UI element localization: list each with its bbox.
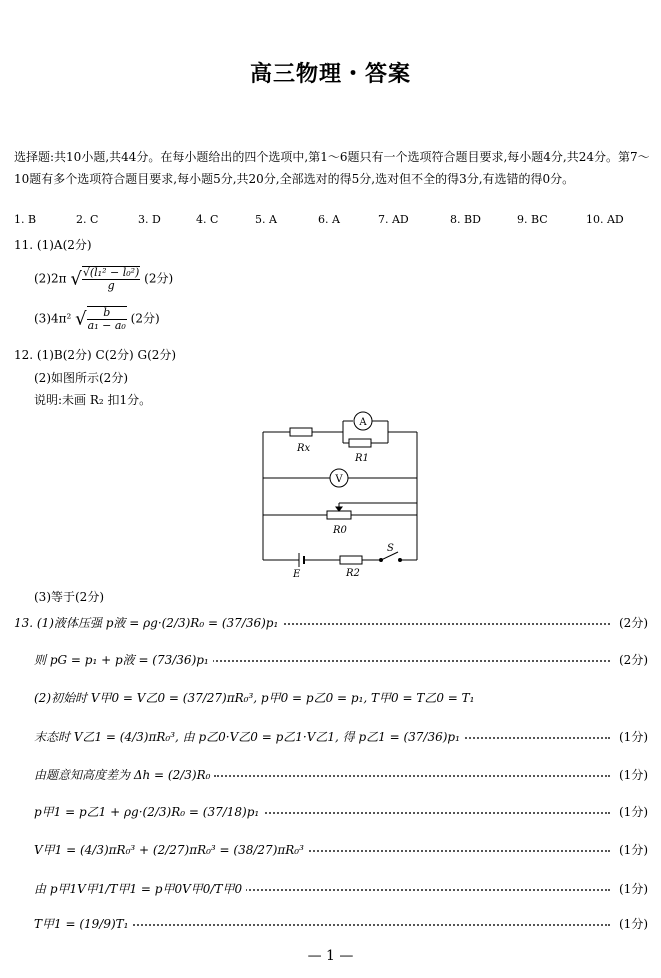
q13-line-text: 末态时 V乙1 = (4/3)πR₀³, 由 p乙0·V乙0 = p乙1·V乙1, 得 p乙1 = (37/36)p₁	[34, 728, 464, 745]
q13-line-text: (2)初始时 V甲0 = V乙0 = (37/27)πR₀³, p甲0 = p乙0 = p₁, T甲0 = T乙0 = T₁	[34, 689, 478, 706]
q13-line-score: (1分)	[616, 841, 648, 858]
q11-part3-prefix: (3)4π²	[34, 311, 72, 326]
mcq-answer: 7. AD	[378, 213, 409, 226]
leader-dots	[214, 812, 610, 814]
q11-part2-prefix: (2)2π	[34, 271, 67, 286]
mcq-answer: 3. D	[138, 213, 161, 226]
q11-part2-score: (2分)	[144, 271, 174, 286]
mcq-answer: 1. B	[14, 213, 37, 226]
q11-part2	[34, 266, 173, 292]
q13-line-text: T甲1 = (19/9)T₁	[34, 915, 132, 932]
slider-arrow-icon	[336, 507, 342, 511]
leader-dots	[164, 660, 610, 662]
label-rx: Rx	[297, 443, 311, 454]
q11-part1: 11. (1)A(2分)	[14, 238, 92, 252]
q13-line	[14, 728, 648, 750]
q13-line-score: (1分)	[616, 803, 648, 820]
q12-part1: 12. (1)B(2分) C(2分) G(2分)	[14, 348, 177, 362]
q13-line	[14, 614, 648, 636]
mcq-answer: 5. A	[255, 213, 277, 226]
mcq-answer: 8. BD	[450, 213, 481, 226]
label-s: S	[387, 543, 394, 554]
q13-line	[14, 880, 648, 902]
leader-dots	[244, 623, 610, 625]
resistor-r2	[340, 556, 362, 564]
label-e: E	[293, 569, 301, 580]
q12-part2: (2)如图所示(2分)	[34, 371, 128, 385]
page-number: — 1 —	[307, 948, 354, 964]
q13-line	[14, 803, 648, 825]
q11-part3-score: (2分)	[130, 311, 160, 326]
q12-note: 说明:未画 R₂ 扣1分。	[34, 393, 152, 407]
q11-part3-numerator: b	[87, 307, 127, 320]
q11-part2-denominator: g	[107, 279, 115, 292]
q13-line-score: (2分)	[616, 614, 648, 631]
q11-part3-denominator: a₁ − a₀	[87, 319, 126, 332]
label-a: A	[359, 417, 367, 428]
q13-line-score: (1分)	[616, 915, 648, 932]
leader-dots	[214, 775, 610, 777]
page-title: 高三物理・答案	[249, 61, 411, 87]
intro-paragraph: 选择题:共10小题,共44分。在每小题给出的四个选项中,第1～6题只有一个选项符合题目要求,每小题4分,共24分。第7～10题有多个选项符合题目要求,每小题5分,共20分,全部选对的得5分,选对但不全的得3分,有选错的得0分。	[14, 150, 650, 186]
q11-part2-numerator: √(l₁² − l₀²)	[82, 266, 140, 279]
mcq-answer: 4. C	[196, 213, 219, 226]
q13-line	[14, 766, 648, 788]
q13-line	[14, 651, 648, 673]
label-r2: R2	[346, 568, 360, 579]
label-r0: R0	[333, 525, 347, 536]
q13-line-text: V甲1 = (4/3)πR₀³ + (2/27)πR₀³ = (38/27)πR₀³	[34, 841, 308, 858]
circuit-diagram	[255, 405, 430, 585]
q13-line-score: (1分)	[616, 880, 648, 897]
q13-line	[14, 841, 648, 863]
leader-dots	[114, 924, 610, 926]
q13-line-text: p甲1 = p乙1 + ρg·(2/3)R₀ = (37/18)p₁	[34, 803, 263, 820]
q13-line-score: (1分)	[616, 728, 648, 745]
label-v: V	[335, 474, 343, 485]
mcq-answer: 6. A	[318, 213, 340, 226]
q11-part3	[34, 306, 160, 332]
resistor-r1	[349, 439, 371, 447]
q13-line	[14, 689, 648, 711]
resistor-rx	[290, 428, 312, 436]
q12-part3: (3)等于(2分)	[34, 590, 104, 604]
rheostat-r0	[327, 511, 351, 519]
label-r1: R1	[355, 453, 369, 464]
q13-line-score: (2分)	[616, 651, 648, 668]
q13-line-text: 由 p甲1V甲1/T甲1 = p甲0V甲0/T甲0	[34, 880, 246, 897]
q13-line-text: 由题意知高度差为 Δh = (2/3)R₀	[34, 766, 214, 783]
sqrt-sign: √	[70, 268, 82, 290]
q13-line-score: (1分)	[616, 766, 648, 783]
q13-line	[14, 915, 648, 937]
mcq-answer: 9. BC	[517, 213, 548, 226]
mcq-answer: 10. AD	[586, 213, 624, 226]
sqrt-sign: √	[75, 308, 87, 330]
mcq-answer: 2. C	[76, 213, 99, 226]
q13-line-text: 则 pG = p₁ + p液 = (73/36)p₁	[34, 651, 213, 668]
q13-line-text: 13. (1)液体压强 p液 = ρg·(2/3)R₀ = (37/36)p₁	[14, 614, 282, 631]
